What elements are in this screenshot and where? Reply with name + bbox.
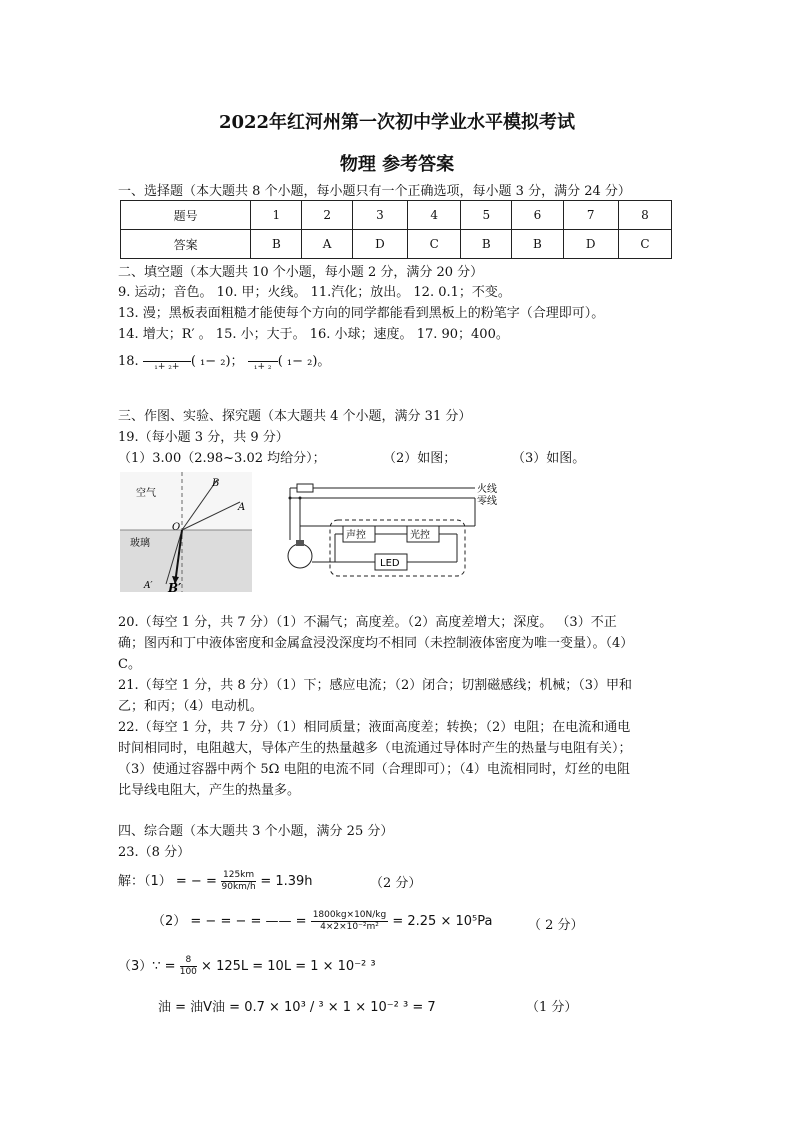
ray-b-label: B <box>212 478 220 489</box>
table-cell: D <box>352 230 407 259</box>
answer-line-18 <box>118 350 330 373</box>
air-label: 空气 <box>136 488 156 499</box>
q18-expr-2: ( ₁− ₂)。 <box>277 354 331 369</box>
table-row <box>121 230 672 259</box>
table-cell: B <box>461 230 512 259</box>
section1-heading: 一、选择题（本大题共 8 个小题，每小题只有一个正确选项，每小题 3 分，满分 24 分） <box>118 184 631 199</box>
step2-fraction <box>311 910 389 933</box>
answer-line-14: 14. 增大；R′ 。 15. 小；大于。 16. 小球；速度。 17. 90；400。 <box>118 327 509 342</box>
q21-line-2: 乙；和丙；（4）电动机。 <box>118 699 263 714</box>
q21-line-1: 21.（每空 1 分，共 8 分）（1）下；感应电流；（2）闭合；切割磁感线；机械；（3）甲和 <box>118 678 633 693</box>
q19-part3: （3）如图。 <box>512 451 586 466</box>
step2-result: = 2.25 × 10⁵Pa <box>392 914 493 929</box>
live-wire-label: 火线 <box>477 484 497 495</box>
q20-line-3: C。 <box>118 657 141 672</box>
q18-fraction-2 <box>248 350 278 373</box>
table-cell: B <box>251 230 302 259</box>
answer-line-9: 9. 运动；音色。 10. 甲；火线。 11.汽化；放出。 12. 0.1；不变。 <box>118 285 511 300</box>
ray-b2-label: B′ <box>168 581 182 592</box>
section4-heading: 四、综合题（本大题共 3 个小题，满分 25 分） <box>118 824 394 839</box>
fraction-numerator: 1800kg×10N/kg <box>312 910 387 920</box>
solution-step-1 <box>118 870 313 893</box>
sound-switch-label: 声控 <box>346 530 366 541</box>
step3-lead: （3）∵ = <box>118 959 176 974</box>
table-cell: 答案 <box>121 230 251 259</box>
answer-line-13: 13. 漫；黑板表面粗糙才能使每个方向的同学都能看到黑板上的粉笔字（合理即可）。 <box>118 306 605 321</box>
refraction-diagram <box>120 472 252 592</box>
solution-step-2 <box>152 910 492 933</box>
table-cell: 6 <box>512 201 563 230</box>
fraction-denominator: ₁+ ₂ <box>253 362 272 372</box>
solution-step-4: 油 = 油V油 = 0.7 × 10³ / ³ × 1 × 10⁻² ³ = 7 <box>158 1000 436 1015</box>
q22-line-2: 时间相同时，电阻越大，导体产生的热量越多（电流通过导体时产生的热量与电阻有关）； <box>118 741 632 756</box>
q18-fraction-1 <box>143 350 191 373</box>
table-cell: 5 <box>461 201 512 230</box>
table-row <box>121 201 672 230</box>
fraction-denominator: 100 <box>179 967 197 977</box>
table-cell: C <box>618 230 671 259</box>
q18-number: 18. <box>118 354 139 369</box>
table-cell: 4 <box>408 201 461 230</box>
table-cell: 8 <box>618 201 671 230</box>
table-cell: B <box>512 230 563 259</box>
step1-fraction <box>221 870 256 893</box>
table-cell: D <box>563 230 618 259</box>
step3-fraction <box>180 955 197 978</box>
light-switch-label: 光控 <box>410 530 430 541</box>
table-cell: 2 <box>302 201 352 230</box>
step4-score: （1 分） <box>526 1000 578 1015</box>
step1-score: （2 分） <box>370 876 422 891</box>
section2-heading: 二、填空题（本大题共 10 个小题，每小题 2 分，满分 20 分） <box>118 265 484 280</box>
q22-line-4: 比导线电阻大，产生的热量多。 <box>118 783 301 798</box>
fraction-denominator: 90km/h <box>221 882 256 892</box>
step3-result: × 125L = 10L = 1 × 10⁻² ³ <box>201 959 376 974</box>
table-cell: 1 <box>251 201 302 230</box>
step1-lead: 解：（1） = − = <box>118 874 217 889</box>
glass-label: 玻璃 <box>130 538 150 549</box>
step1-result: = 1.39h <box>260 874 313 889</box>
neutral-wire-label: 零线 <box>477 496 497 507</box>
table-cell: A <box>302 230 352 259</box>
led-label: LED <box>380 558 400 569</box>
answer-table <box>120 200 672 259</box>
table-cell: 题号 <box>121 201 251 230</box>
q19-part1: （1）3.00（2.98~3.02 均给分）； <box>118 451 326 466</box>
fraction-denominator: 4×2×10⁻²m² <box>320 922 379 932</box>
point-o-label: O <box>172 522 181 533</box>
section3-heading: 三、作图、实验、探究题（本大题共 4 个小题，满分 31 分） <box>118 409 472 424</box>
fraction-numerator: 8 <box>180 955 197 967</box>
circuit-diagram <box>285 478 500 578</box>
document-title: 2022年红河州第一次初中学业水平模拟考试 <box>218 112 576 133</box>
ray-a-label: A <box>238 502 246 513</box>
document-subtitle: 物理 参考答案 <box>339 154 455 175</box>
table-cell: 7 <box>563 201 618 230</box>
q22-line-1: 22.（每空 1 分，共 7 分）（1）相同质量；液面高度差；转换；（2）电阻；在电流和通电 <box>118 720 631 735</box>
table-cell: C <box>408 230 461 259</box>
solution-step-3 <box>118 955 376 978</box>
fraction-denominator: ₁+ ₂+ <box>154 362 180 372</box>
q20-line-2: 确；图丙和丁中液体密度和金属盒浸没深度均不相同（未控制液体密度为唯一变量）。（4） <box>118 636 634 651</box>
ray-a2-label: A′ <box>144 581 153 591</box>
step2-lead: （2） = − = − = —— = <box>152 914 307 929</box>
table-cell: 3 <box>352 201 407 230</box>
q19-heading: 19.（每小题 3 分，共 9 分） <box>118 430 289 445</box>
q18-expr-1: ( ₁− ₂)； <box>190 354 244 369</box>
fraction-numerator: 125km <box>223 870 255 880</box>
q23-heading: 23.（8 分） <box>118 845 191 860</box>
q22-line-3: （3）使通过容器中两个 5Ω 电阻的电流不同（合理即可）；（4）电流相同时，灯丝的电阻 <box>118 762 630 777</box>
q19-part2: （2）如图； <box>383 451 457 466</box>
step2-score: （ 2 分） <box>528 918 584 933</box>
q20-line-1: 20.（每空 1 分，共 7 分）（1）不漏气；高度差。（2）高度差增大；深度。 （3）不正 <box>118 615 617 630</box>
